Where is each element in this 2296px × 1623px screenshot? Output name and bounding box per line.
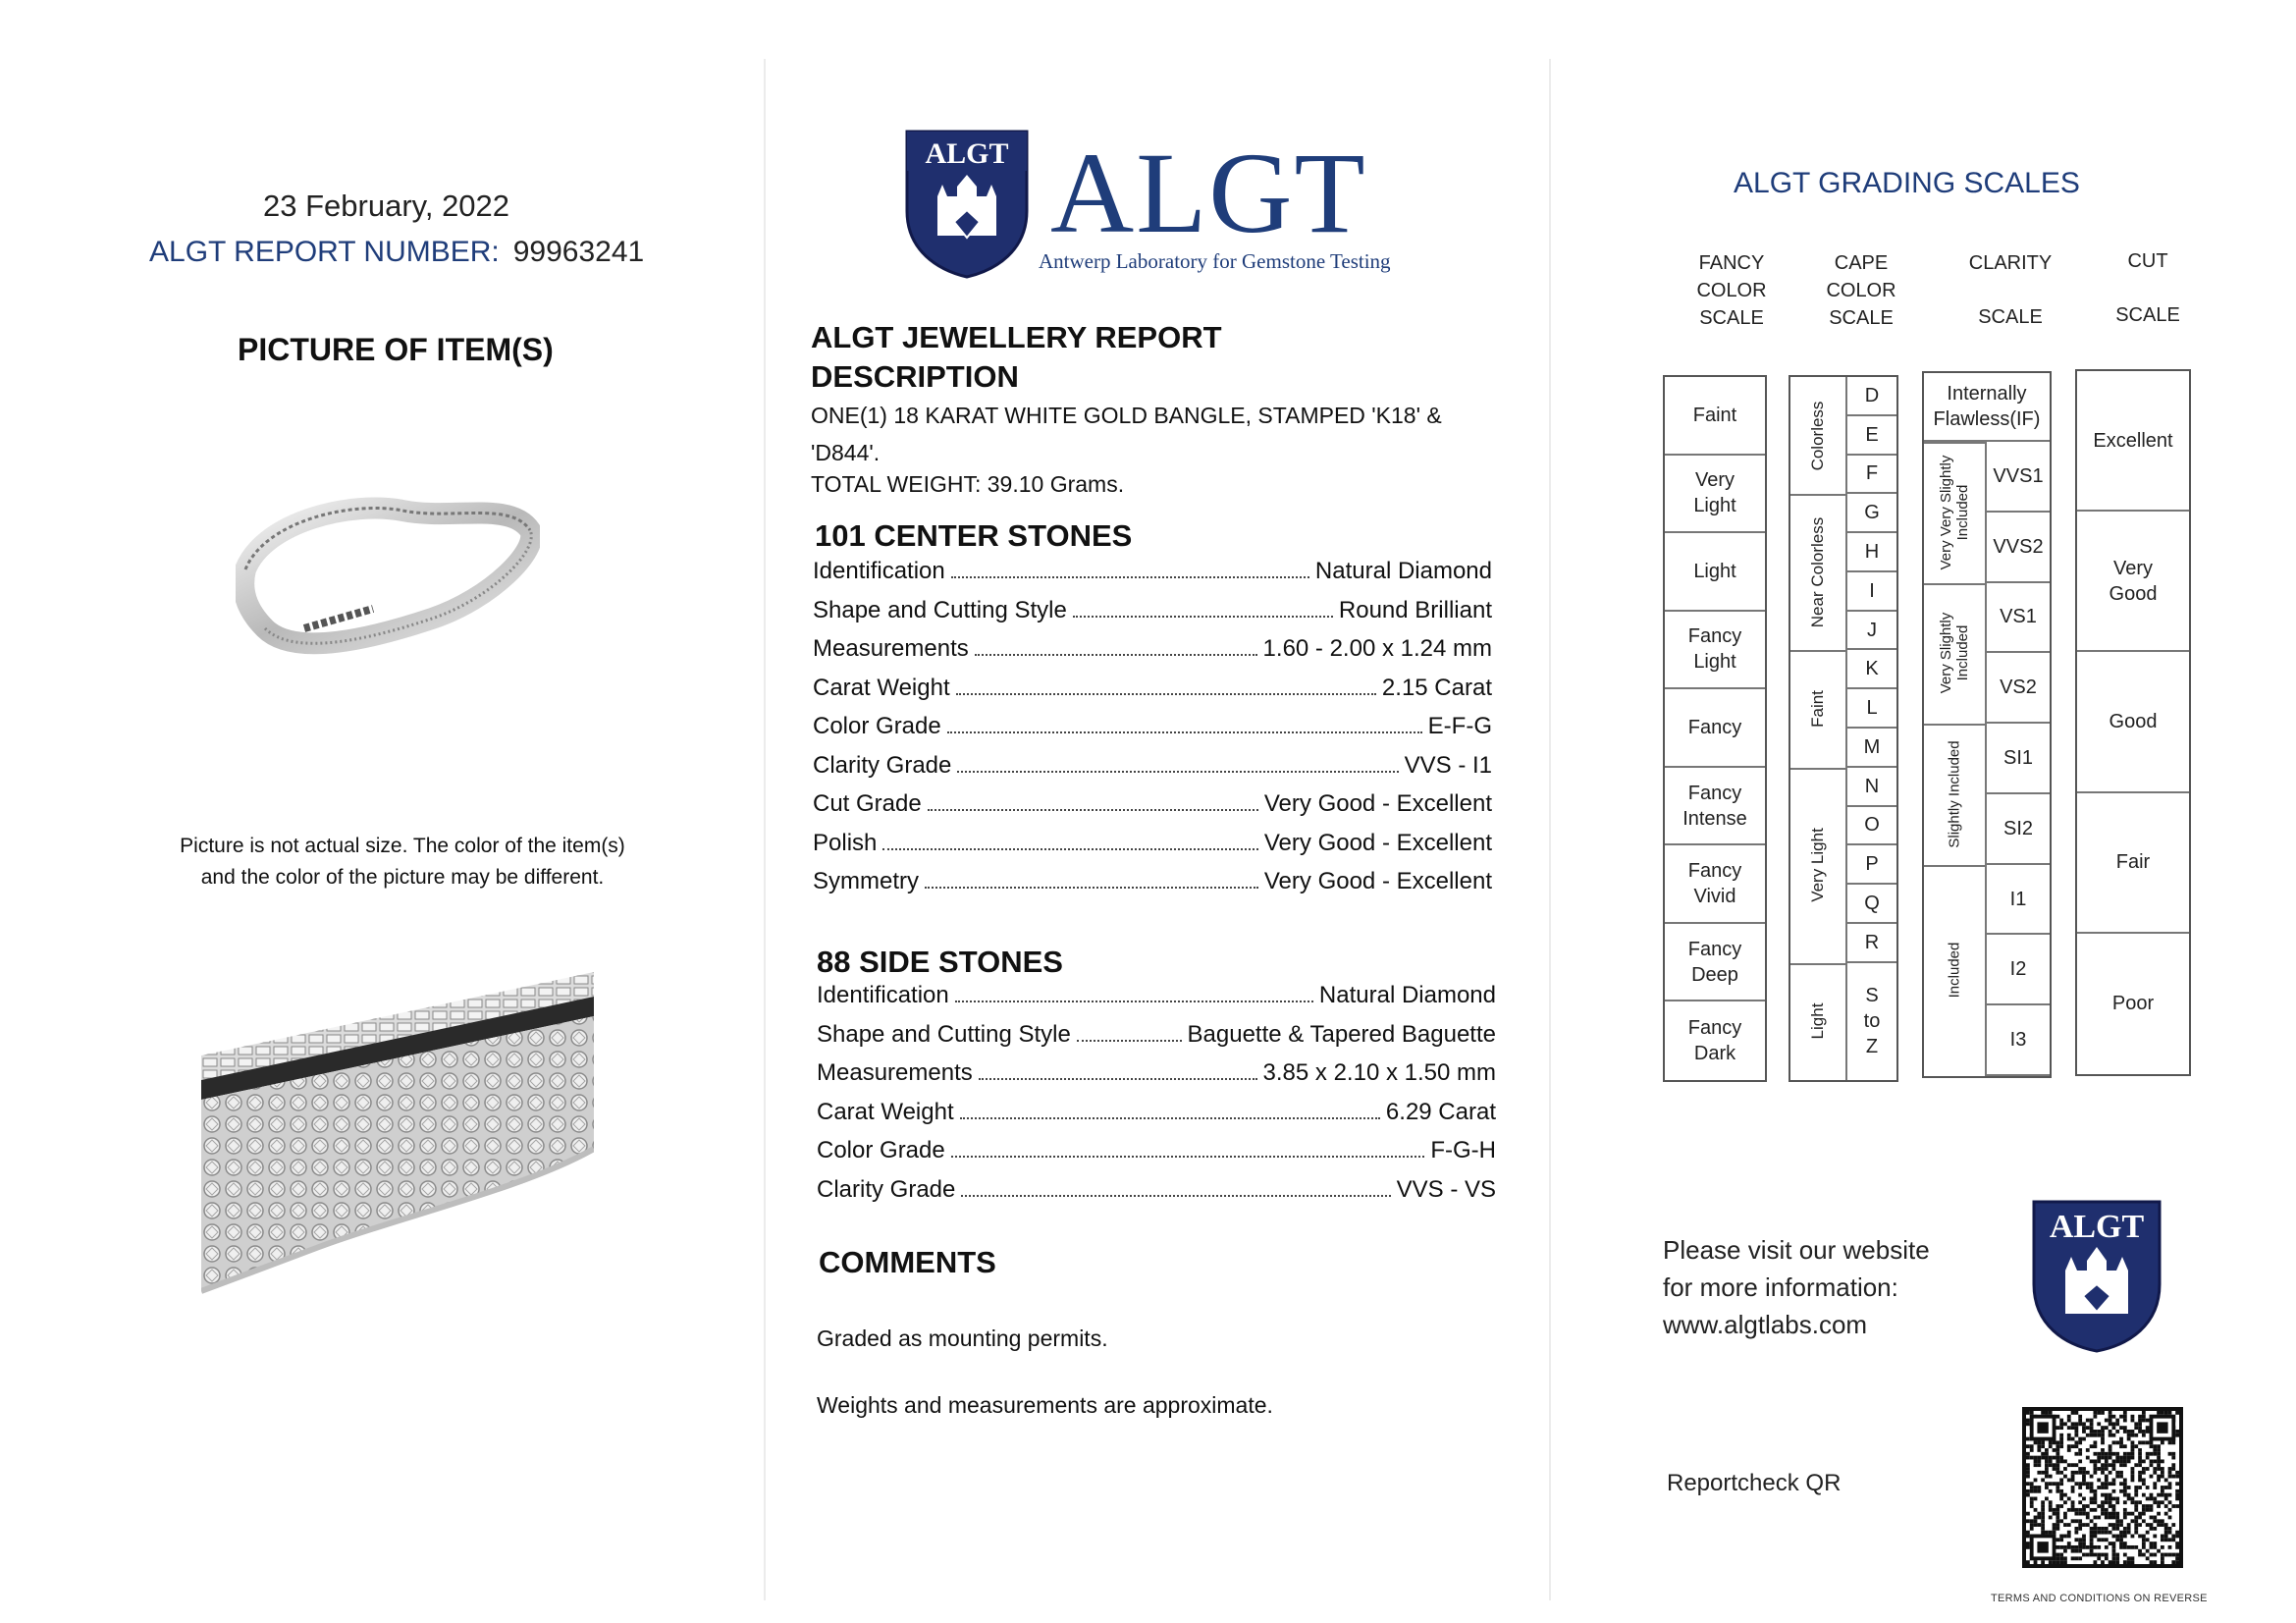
cut-grade-cell-text [2109,556,2158,607]
clarity-grade-cell [1987,724,2050,794]
cape-s-to-z-line: S [1865,985,1879,1007]
side-stones-row [817,1099,1496,1138]
cut-grade-cell-text [2112,991,2154,1016]
cape-letter-cell [1847,845,1896,885]
cut-grade-cell-line: Good [2109,582,2158,605]
visit-line-1: Please visit our website [1663,1235,1930,1265]
cape-letter-cell [1847,533,1896,572]
comment-line-2: Weights and measurements are approximate. [817,1392,1273,1418]
report-number-value: 99963241 [512,236,645,268]
clarity-grade-cell [1987,935,2050,1005]
cape-letter-cell [1847,416,1896,456]
cape-letter: J [1867,619,1877,641]
cut-header-line-1: CUT [2127,250,2168,272]
cape-header-line-1: CAPE [1834,252,1889,274]
fancy-grade-cell [1665,533,1765,612]
bangle-photo [236,481,540,677]
center-stones-row [813,675,1492,714]
cape-letter-cell [1847,768,1896,807]
fancy-grade-cell-line: Fancy [1687,716,1742,738]
picture-title: PICTURE OF ITEM(S) [238,332,554,367]
row-value: F-G-H [1430,1137,1496,1163]
clarity-scale [1922,371,2052,1078]
fancy-grade-cell [1665,1001,1765,1080]
fancy-grade-cell-line: Intense [1682,807,1747,830]
row-value: 1.60 - 2.00 x 1.24 mm [1262,635,1492,662]
fancy-color-scale [1663,375,1767,1082]
cape-group-divider [1790,650,1845,652]
fancy-grade-cell-text [1688,715,1741,740]
cape-letter-cell [1847,729,1896,768]
row-label: Color Grade [813,713,941,739]
clarity-header-line-2: SCALE [1978,306,2043,328]
row-value: 6.29 Carat [1385,1098,1496,1125]
center-stones-row [813,558,1492,597]
cape-s-to-z-line: Z [1865,1036,1879,1058]
row-value: Very Good - Excellent [1263,829,1492,856]
cut-grade-cell-text [2109,709,2158,734]
fancy-grade-cell-line: Light [1693,495,1736,517]
brand-wordmark: ALGT [1050,129,1367,257]
clarity-grade-cell [1987,653,2050,724]
reportcheck-qr-code[interactable] [2022,1407,2183,1568]
cape-color-scale [1789,375,1898,1082]
picture-note [147,831,658,893]
cape-header-line-3: SCALE [1829,307,1894,329]
clarity-group-divider [1924,442,1985,444]
clarity-group-label: Very Slightly Included [1938,613,1971,694]
cape-color-scale-header [1802,249,1920,332]
cape-letter: G [1864,502,1880,524]
center-stones-heading: 101 CENTER STONES [815,518,1133,553]
picture-note-line-1: Picture is not actual size. The color of the item(s) [180,835,625,857]
row-label: Identification [813,558,945,584]
cape-letter-cell-s-to-z [1847,963,1896,1080]
center-stones-row [813,752,1492,791]
fancy-grade-cell [1665,377,1765,456]
fancy-color-scale-header [1673,249,1790,332]
dot-leader [947,731,1422,733]
fancy-grade-cell-line: Fancy [1687,938,1742,960]
right-panel [1551,0,2296,1623]
fancy-grade-cell-line: Deep [1691,963,1738,986]
dot-leader [925,887,1258,889]
fancy-grade-cell-text [1688,937,1741,988]
fancy-grade-cell [1665,689,1765,768]
comment-line-1: Graded as mounting permits. [817,1325,1108,1351]
row-value: Round Brilliant [1338,596,1492,623]
cut-grade-cell [2077,652,2189,792]
side-stones-row [817,1137,1496,1176]
fancy-grade-cell-text [1693,403,1736,428]
fancy-grade-cell-line: Fancy [1687,625,1742,648]
clarity-group-divider [1924,724,1985,726]
row-value: Baguette & Tapered Baguette [1187,1020,1496,1048]
center-stones-row [813,713,1492,752]
cut-scale-header [2089,247,2207,329]
fancy-header-line-1: FANCY [1698,252,1765,274]
clarity-grade: SI1 [2002,746,2034,769]
fancy-grade-cell-line: Fancy [1687,1017,1742,1040]
cape-s-to-z [1864,983,1881,1059]
cape-letter-cell [1847,924,1896,963]
cape-group-label: Near Colorless [1808,516,1827,628]
shield-logo-text: ALGT [925,137,1009,170]
clarity-grade: VS1 [2000,606,2037,628]
cape-header-line-2: COLOR [1826,280,1896,301]
picture-note-line-2: and the color of the picture may be different. [200,866,605,889]
center-stones-row [813,790,1492,830]
cape-group-divider [1790,963,1845,965]
cape-group-label: Colorless [1808,401,1827,471]
cut-grade-cell-text [2093,428,2172,454]
row-label: Measurements [813,635,969,662]
fancy-grade-cell-text [1688,1015,1741,1066]
clarity-if-cell [1924,373,2050,442]
cape-group-label: Very Light [1808,828,1827,903]
fancy-grade-cell [1665,845,1765,924]
fancy-grade-cell-line: Very [1694,469,1735,492]
clarity-grade: VVS1 [1993,464,2044,487]
algt-shield-logo [903,128,1031,280]
clarity-group-divider [1924,865,1985,867]
fancy-grade-cell [1665,612,1765,690]
cape-s-to-z-line: to [1863,1010,1881,1033]
comments-heading: COMMENTS [819,1245,996,1279]
cape-letter: K [1865,658,1879,680]
row-value: Natural Diamond [1318,982,1496,1008]
center-stones-row [813,597,1492,636]
row-label: Clarity Grade [813,751,952,779]
cape-letter: I [1869,579,1875,602]
fancy-header-line-2: COLOR [1696,280,1767,301]
cape-letter-cell [1847,689,1896,729]
clarity-if-line: Internally [1947,383,2027,405]
fancy-grade-cell-line: Fancy [1687,860,1742,883]
row-label: Carat Weight [813,674,950,701]
clarity-scale-header [1942,249,2079,331]
clarity-grade: SI2 [2002,817,2034,839]
left-panel [0,0,766,1623]
clarity-group-label: Very Very Slightly Included [1938,455,1971,570]
fancy-grade-cell-line: Vivid [1693,886,1736,908]
fancy-grade-cell-line: Faint [1692,404,1737,426]
clarity-header-line-1: CLARITY [1968,252,2053,274]
cape-letter: H [1864,540,1880,563]
row-value: Very Good - Excellent [1263,868,1492,894]
fancy-grade-cell-line: Dark [1693,1043,1736,1065]
dot-leader [979,1078,1257,1080]
clarity-grade: VS2 [2000,676,2037,699]
cut-grade-cell-text [2116,849,2150,875]
grading-scales-title: ALGT GRADING SCALES [1734,167,2080,199]
fancy-grade-cell-line: Fancy [1687,782,1742,804]
clarity-grade: VVS2 [1993,535,2044,558]
cut-grade-cell-line: Very [2112,557,2154,579]
cut-grade-cell [2077,371,2189,512]
website-link[interactable]: www.algtlabs.com [1663,1310,1868,1339]
brand-subtitle: Antwerp Laboratory for Gemstone Testing [1039,249,1391,273]
clarity-group-divider [1924,583,1985,585]
middle-panel [766,0,1551,1623]
center-stones-row [813,830,1492,869]
cape-letter-cell [1847,885,1896,924]
cut-grade-cell-line: Excellent [2093,429,2173,452]
row-label: Shape and Cutting Style [813,596,1067,623]
cape-letter: F [1865,462,1879,485]
side-stones-row [817,1059,1496,1099]
cape-group-label: Light [1808,1002,1827,1040]
cape-letter: P [1865,853,1879,876]
report-date: 23 February, 2022 [263,189,510,223]
row-label: Shape and Cutting Style [817,1020,1071,1048]
report-number-line [149,236,644,269]
side-stones-row [817,982,1496,1021]
fancy-grade-cell [1665,924,1765,1002]
cut-grade-cell [2077,793,2189,934]
cut-header-line-2: SCALE [2115,304,2180,326]
cape-letter: N [1864,775,1880,797]
cape-group-divider [1790,494,1845,496]
cape-group-divider [1790,768,1845,770]
qr-label: Reportcheck QR [1667,1470,1842,1496]
row-value: Natural Diamond [1314,558,1492,584]
cape-letter: Q [1864,892,1880,914]
cape-letter-cell [1847,377,1896,416]
cut-grade-cell [2077,512,2189,652]
bangle-closeup-photo [201,962,594,1306]
fancy-grade-cell-line: Light [1693,651,1736,674]
clarity-grade-cell [1987,513,2050,583]
dot-leader [928,809,1258,811]
dot-leader [960,1117,1380,1119]
dot-leader [956,693,1376,695]
fancy-grade-cell [1665,456,1765,534]
cut-grade-cell-line: Poor [2111,993,2155,1015]
cape-letter-cell [1847,494,1896,533]
visit-line-2: for more information: [1663,1272,1898,1302]
algt-shield-logo-small [2030,1198,2163,1355]
side-stones-row [817,1021,1496,1060]
small-shield-text: ALGT [2049,1209,2145,1245]
clarity-if-text [1934,381,2041,432]
clarity-grade-cell [1987,583,2050,654]
row-label: Identification [817,982,949,1008]
report-title: ALGT JEWELLERY REPORT [811,320,1222,354]
clarity-grade-cell [1987,794,2050,865]
fancy-grade-cell [1665,768,1765,846]
cape-letter-cell [1847,572,1896,612]
dot-leader [1077,1040,1182,1042]
cut-grade-cell-line: Fair [2115,851,2151,874]
row-label: Symmetry [813,868,919,894]
clarity-grade: I1 [2009,888,2027,910]
fancy-grade-cell-text [1693,559,1735,584]
clarity-grade: I2 [2009,958,2027,981]
dot-leader [1073,616,1333,618]
cut-grade-cell-line: Good [2109,710,2158,732]
website-info [1663,1231,1930,1343]
cape-letter: R [1864,931,1880,953]
dot-leader [975,654,1257,656]
total-weight: TOTAL WEIGHT: 39.10 Grams. [811,471,1125,497]
cape-letter-cell [1847,612,1896,651]
dot-leader [955,1001,1313,1002]
clarity-group-label: Included [1946,942,1963,999]
dot-leader [961,1195,1390,1197]
fancy-header-line-3: SCALE [1699,307,1764,329]
terms-notice: TERMS AND CONDITIONS ON REVERSE [1991,1593,2208,1604]
side-stones-heading: 88 SIDE STONES [817,945,1063,979]
side-stones-table [817,982,1496,1215]
row-value: 3.85 x 2.10 x 1.50 mm [1262,1059,1496,1086]
center-stones-table [813,558,1492,907]
cape-letter: E [1865,423,1879,446]
cape-letter: L [1866,697,1878,720]
center-stones-row [813,868,1492,907]
clarity-group-label: Slightly Included [1946,740,1963,848]
fancy-grade-cell-line: Light [1693,560,1736,582]
cut-grade-cell [2077,934,2189,1074]
row-label: Clarity Grade [817,1175,956,1203]
description-text: ONE(1) 18 KARAT WHITE GOLD BANGLE, STAMPED 'K18' & 'D844'. [811,403,1442,465]
cut-scale [2075,369,2191,1076]
row-value: Very Good - Excellent [1263,790,1492,817]
row-value: VVS - VS [1396,1175,1496,1203]
cape-letter-cell [1847,807,1896,846]
description-heading: DESCRIPTION [811,359,1019,394]
dot-leader [882,848,1258,850]
clarity-if-line: Flawless(IF) [1933,408,2041,430]
cape-group-label: Faint [1808,690,1827,729]
side-stones-row [817,1176,1496,1216]
row-label: Measurements [817,1059,973,1086]
fancy-grade-cell-text [1688,858,1741,909]
clarity-grade-cell [1987,1005,2050,1076]
cape-letter: O [1864,814,1880,837]
dot-leader [951,1156,1425,1158]
dot-leader [951,576,1309,578]
dot-leader [957,771,1398,773]
cape-letter: D [1864,384,1880,406]
clarity-grade-cell [1987,442,2050,513]
row-label: Cut Grade [813,790,922,817]
cape-letter-cell [1847,650,1896,689]
cape-letter-cell [1847,456,1896,495]
row-value: E-F-G [1427,713,1492,739]
row-value: 2.15 Carat [1381,674,1492,701]
clarity-grade: I3 [2009,1029,2027,1052]
clarity-grade-cell [1987,865,2050,936]
fancy-grade-cell-text [1693,467,1735,518]
row-label: Color Grade [817,1137,945,1163]
fancy-grade-cell-text [1688,623,1741,675]
row-label: Polish [813,829,878,856]
row-value: VVS - I1 [1404,751,1492,779]
report-number-label: ALGT REPORT NUMBER: [149,236,500,268]
cape-letter: M [1863,735,1881,758]
row-label: Carat Weight [817,1098,954,1125]
center-stones-row [813,635,1492,675]
fancy-grade-cell-text [1682,781,1747,832]
